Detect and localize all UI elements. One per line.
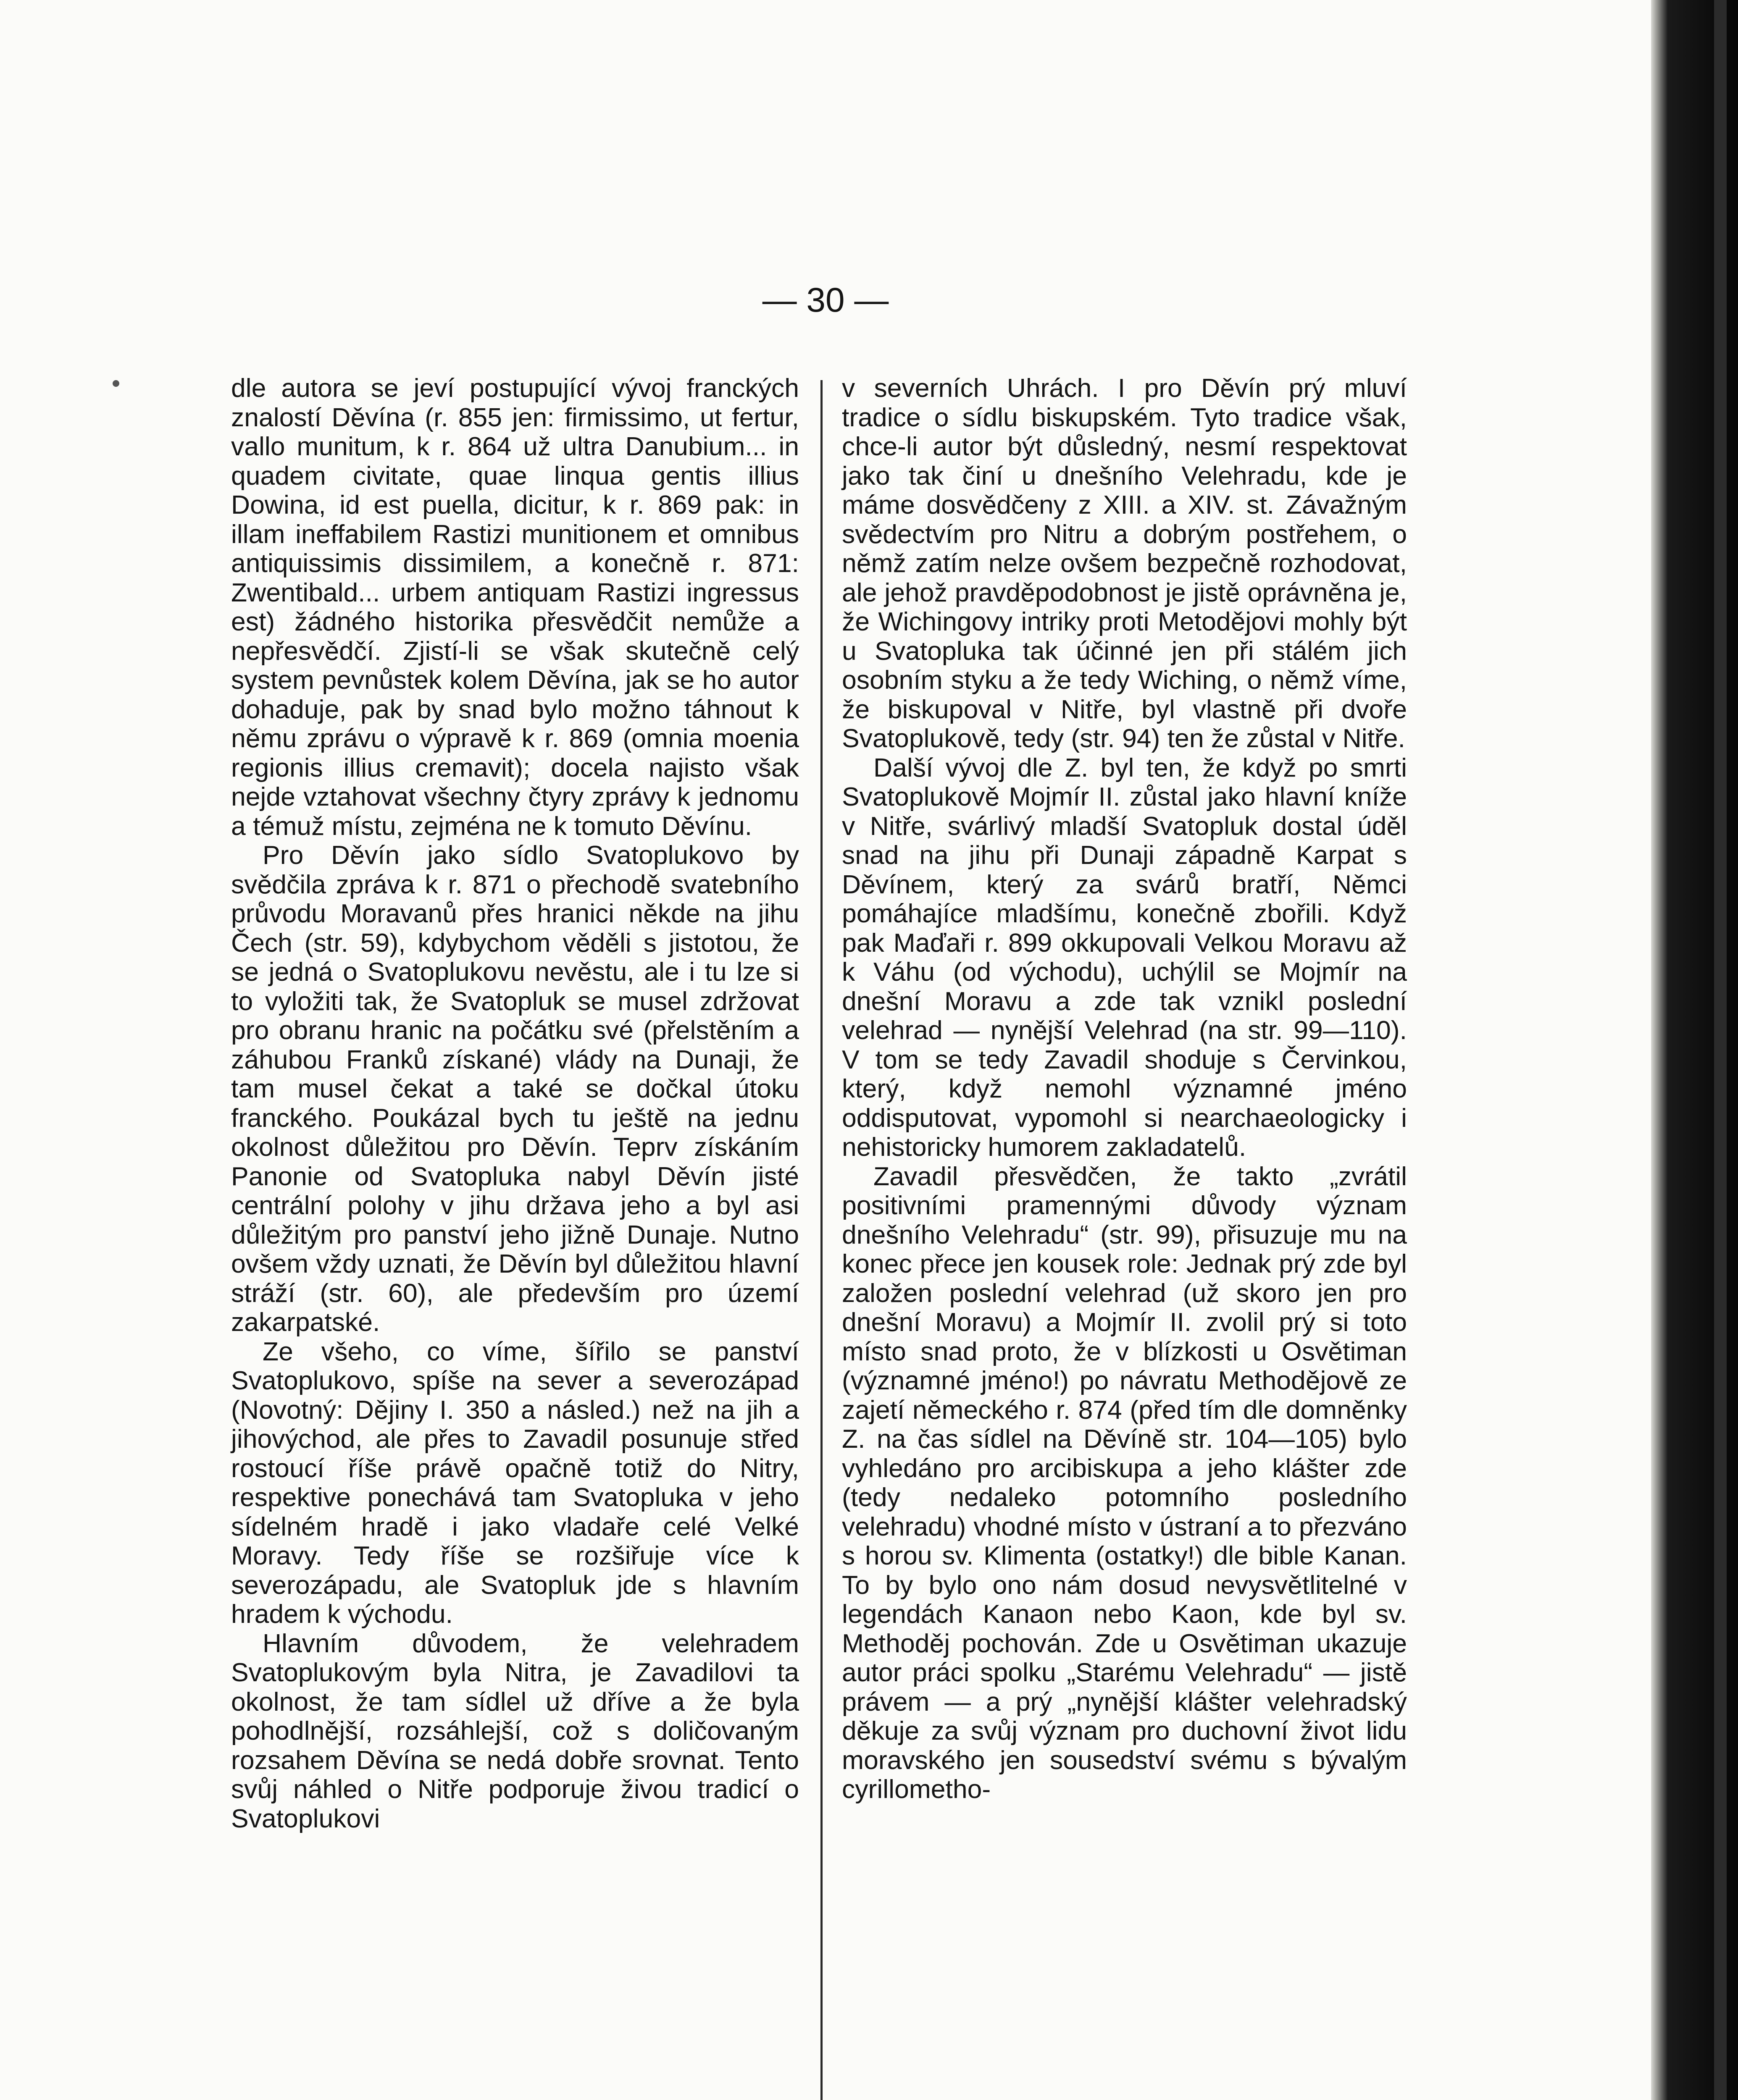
column-divider — [820, 380, 823, 2100]
page-number: — 30 — — [762, 281, 889, 319]
page-edge — [1651, 0, 1738, 2100]
margin-dot — [113, 380, 119, 387]
edge-strip — [1714, 0, 1727, 2100]
paragraph: dle autora se jeví postupující vývoj franckých znalostí Děvína (r. 855 jen: firmissimo, ut fertur, vallo munitum, k r. 864 už ultra Danubium... in quadem civitate, quae linqua gentis illius Dowina, id est puella, dicitur, k r. 869 pak: in illam ineffabilem Rastizi munitionem et omnibus antiquissimis dissimilem, a konečně r. 871: Zwentibald... urbem antiquam Rastizi ingressus est) žádného historika přesvědčit nemůže a nepřesvědčí. Zjistí-li se však skutečně celý system pevnůstek kolem Děvína, jak se ho autor dohaduje, pak by snad bylo možno táhnout k němu zprávu o výpravě k r. 869 (omnia moenia regionis illius cremavit); docela najisto však nejde vztahovat všechny čtyry zprávy k jednomu a témuž místu, zejména ne k tomuto Děvínu. — [231, 373, 799, 841]
paragraph: Další vývoj dle Z. byl ten, že když po smrti Svatoplukově Mojmír II. zůstal jako hlavní kníže v Nitře, svárlivý mladší Svatopluk dostal úděl snad na jihu při Dunaji západně Karpat s Děvínem, který za svárů bratří, Němci pomáhajíce mladšímu, konečně zbořili. Když pak Maďaři r. 899 okkupovali Velkou Moravu až k Váhu (od východu), uchýlil se Mojmír na dnešní Moravu a zde tak vznikl poslední velehrad — nynější Velehrad (na str. 99—110). V tom se tedy Zavadil shoduje s Červinkou, který, když nemohl významné jméno oddisputovat, vypomohl si nearchaeologicky i nehistoricky humorem zakladatelů. — [842, 753, 1407, 1162]
paragraph: v severních Uhrách. I pro Děvín prý mluví tradice o sídlu biskupském. Tyto tradice však, chce-li autor být důsledný, nesmí respektovat jako tak činí u dnešního Velehradu, kde je máme dosvědčeny z XIII. a XIV. st. Závažným svědectvím pro Nitru a dobrým postřehem, o němž zatím nelze ovšem bezpečně rozhodovat, ale jehož pravděpodobnost je jistě oprávněna je, že Wichingovy intriky proti Metodějovi mohly být u Svatopluka tak účinné jen při stálém jich osobním styku a že tedy Wiching, o němž víme, že biskupoval v Nitře, byl vlastně při dvoře Svatoplukově, tedy (str. 94) ten že zůstal v Nitře. — [842, 373, 1407, 753]
left-column — [231, 374, 799, 1833]
paragraph: Ze všeho, co víme, šířilo se panství Svatoplukovo, spíše na sever a severozápad (Novotný: Dějiny I. 350 a násled.) než na jih a jihovýchod, ale přes to Zavadil posunuje střed rostoucí říše právě opačně totiž do Nitry, respektive ponechává tam Svatopluka v jeho sídelném hradě i jako vladaře celé Velké Moravy. Tedy říše se rozšiřuje více k severozápadu, ale Svatopluk jde s hlavním hradem k východu. — [231, 1336, 799, 1629]
paragraph: Pro Děvín jako sídlo Svatoplukovo by svědčila zpráva k r. 871 o přechodě svatebního průvodu Moravanů přes hranici někde na jihu Čech (str. 59), kdybychom věděli s jistotou, že se jedná o Svatoplukovu nevěstu, ale i tu lze si to vyložiti tak, že Svatopluk se musel zdržovat pro obranu hranic na počátku své (přelstěním a záhubou Franků získané) vlády na Dunaji, že tam musel čekat a také se dočkal útoku franckého. Poukázal bych tu ještě na jednu okolnost důležitou pro Děvín. Teprv získáním Panonie od Svatopluka nabyl Děvín jisté centrální polohy v jihu država jeho a byl asi důležitým pro panství jeho jižně Dunaje. Nutno ovšem vždy uznati, že Děvín byl důležitou hlavní stráží (str. 60), ale především pro území zakarpatské. — [231, 840, 799, 1337]
paragraph: Zavadil přesvědčen, že takto „zvrátil positivními pramennými důvody význam dnešního Velehradu“ (str. 99), přisuzuje mu na konec přece jen kousek role: Jednak prý zde byl založen poslední velehrad (už skoro jen pro dnešní Moravu) a Mojmír II. zvolil prý si toto místo snad proto, že v blízkosti u Osvětiman (významné jméno!) po návratu Methodějově ze zajetí německého r. 874 (před tím dle domněnky Z. na čas sídlel na Děvíně str. 104—105) bylo vyhledáno pro arcibiskupa a jeho klášter zde (tedy nedaleko potomního posledního velehradu) vhodné místo v ústraní a to přezváno s horou sv. Klimenta (ostatky!) dle bible Kanan. To by bylo ono nám dosud nevysvětlitelné v legendách Kanaon nebo Kaon, kde byl sv. Methoděj pochován. Zde u Osvětiman ukazuje autor práci spolku „Starému Velehradu“ — jistě právem — a prý „nynější klášter velehradský děkuje za svůj význam pro duchovní život lidu moravského jen sousedství svému s bývalým cyrillometho- — [842, 1161, 1407, 1804]
paragraph: Hlavním důvodem, že velehradem Svatoplukovým byla Nitra, je Zavadilovi ta okolnost, že tam sídlel už dříve a že byla pohodlnější, rozsáhlejší, což s doličovaným rozsahem Děvína se nedá dobře srovnat. Tento svůj náhled o Nitře podporuje živou tradicí o Svatoplukovi — [231, 1628, 799, 1833]
right-column — [842, 374, 1407, 1804]
